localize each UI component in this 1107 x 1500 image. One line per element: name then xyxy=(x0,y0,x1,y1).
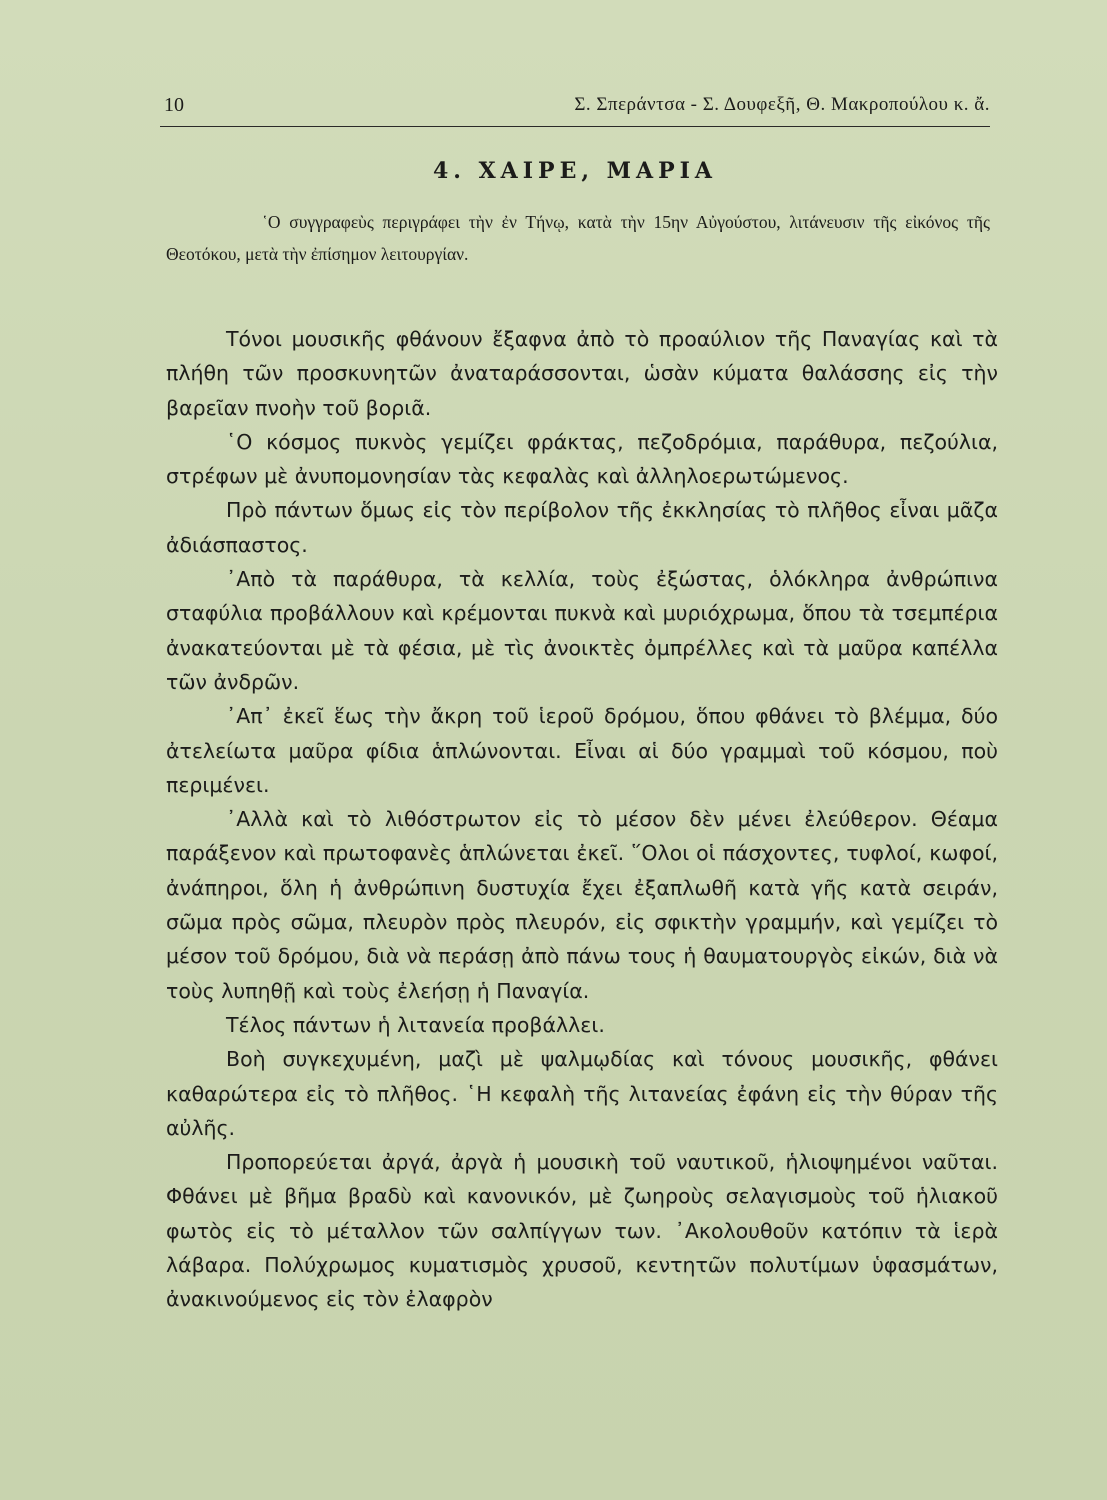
intro-note: ῾Ο συγγραφεὺς περιγράφει τὴν ἐν Τήνῳ, κατὰ τὴν 15ην Αὐγούστου, λιτάνευσιν τῆς εἰκόνος τῆς Θεοτόκου, μετὰ τὴν ἐπίσημον λειτουργίαν. xyxy=(166,212,990,264)
page-header xyxy=(160,94,990,124)
chapter-title: 4. ΧΑΙΡΕ, ΜΑΡΙΑ xyxy=(432,158,717,184)
paragraph: Πρὸ πάντων ὅμως εἰς τὸν περίβολον τῆς ἐκκλησίας τὸ πλῆθος εἶναι μᾶζα ἀδιάσπαστος. xyxy=(166,498,998,557)
body-text xyxy=(166,322,998,1317)
paragraph: ᾿Αλλὰ καὶ τὸ λιθόστρωτον εἰς τὸ μέσον δὲν μένει ἐλεύθερον. Θέαμα παράξενον καὶ πρωτοφανὲς ἁπλώνεται ἐκεῖ. ῞Ολοι οἱ πάσχοντες, τυφλοί, κωφοί, ἀνάπηροι, ὅλη ἡ ἀνθρώπινη δυστυχία ἔχει ἐξαπλωθῆ κατὰ γῆς κατὰ σειράν, σῶμα πρὸς σῶμα, πλευρὸν πρὸς πλευρόν, εἰς σφικτὴν γραμμήν, καὶ γεμίζει τὸ μέσον τοῦ δρόμου, διὰ νὰ περάσῃ ἀπὸ πάνω τους ἡ θαυματουργὸς εἰκών, διὰ νὰ τοὺς λυπηθῇ καὶ τοὺς ἐλεήσῃ ἡ Παναγία. xyxy=(166,807,998,1003)
running-head: Σ. Σπεράντσα - Σ. Δουφεξῆ, Θ. Μακροπούλου κ. ἄ. xyxy=(574,94,990,115)
paragraph: ᾿Απ᾿ ἐκεῖ ἕως τὴν ἄκρη τοῦ ἱεροῦ δρόμου, ὅπου φθάνει τὸ βλέμμα, δύο ἀτελείωτα μαῦρα φίδια ἁπλώνονται. Εἶναι αἱ δύο γραμμαὶ τοῦ κόσμου, ποὺ περιμένει. xyxy=(166,704,998,797)
paragraph: Προπορεύεται ἀργά, ἀργὰ ἡ μουσικὴ τοῦ ναυτικοῦ, ἡλιοψημένοι ναῦται. Φθάνει μὲ βῆμα βραδὺ καὶ κανονικόν, μὲ ζωηροὺς σελαγισμοὺς τοῦ ἡλιακοῦ φωτὸς εἰς τὸ μέταλλον τῶν σαλπίγγων των. ᾿Ακολουθοῦν κατόπιν τὰ ἱερὰ λάβαρα. Πολύχρωμος κυματισμὸς χρυσοῦ, κεντητῶν πολυτίμων ὑφασμάτων, ἀνακινούμενος εἰς τὸν ἐλαφρὸν xyxy=(166,1150,998,1312)
paragraph: Τόνοι μουσικῆς φθάνουν ἔξαφνα ἀπὸ τὸ προαύλιον τῆς Παναγίας καὶ τὰ πλήθη τῶν προσκυνητῶν ἀναταράσσονται, ὡσὰν κύματα θαλάσσης εἰς τὴν βαρεῖαν πνοὴν τοῦ βοριᾶ. xyxy=(166,327,998,420)
paragraph: Τέλος πάντων ἡ λιτανεία προβάλλει. xyxy=(226,1012,605,1037)
paragraph: Βοὴ συγκεχυμένη, μαζὶ μὲ ψαλμῳδίας καὶ τόνους μουσικῆς, φθάνει καθαρώτερα εἰς τὸ πλῆθος. ῾Η κεφαλὴ τῆς λιτανείας ἐφάνη εἰς τὴν θύραν τῆς αὐλῆς. xyxy=(166,1047,998,1140)
header-rule xyxy=(160,126,990,127)
page-number: 10 xyxy=(164,94,184,116)
paragraph: ῾Ο κόσμος πυκνὸς γεμίζει φράκτας, πεζοδρόμια, παράθυρα, πεζούλια, στρέφων μὲ ἀνυπομονησίαν τὰς κεφαλὰς καὶ ἀλληλοερωτώμενος. xyxy=(166,429,998,489)
paragraph: ᾿Απὸ τὰ παράθυρα, τὰ κελλία, τοὺς ἐξώστας, ὁλόκληρα ἀνθρώπινα σταφύλια προβάλλουν καὶ κρέμονται πυκνὰ καὶ μυριόχρωμα, ὅπου τὰ τσεμπέρια ἀνακατεύονται μὲ τὰ φέσια, μὲ τὶς ἀνοικτὲς ὀμπρέλλες καὶ τὰ μαῦρα καπέλλα τῶν ἀνδρῶν. xyxy=(166,567,998,694)
